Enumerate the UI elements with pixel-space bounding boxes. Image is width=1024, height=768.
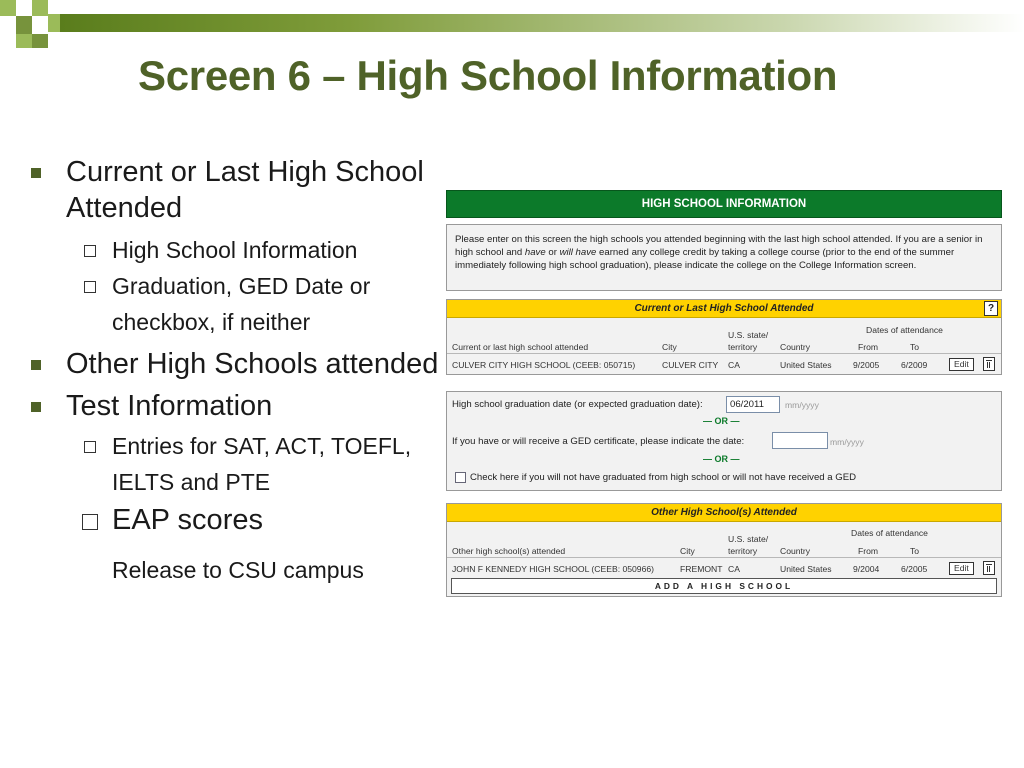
sub-bullet-text: Entries for SAT, ACT, TOEFL, IELTS and PTE [112, 433, 412, 495]
sub-bullet-hs-info [30, 232, 440, 268]
column-header: territory [728, 342, 758, 352]
square-bullet-icon [31, 402, 41, 412]
row-divider [447, 353, 1001, 354]
trash-icon[interactable] [983, 357, 995, 371]
trash-icon[interactable] [983, 561, 995, 575]
cell-city: CULVER CITY [662, 360, 719, 370]
school-table [447, 522, 1001, 578]
form-header: HIGH SCHOOL INFORMATION [446, 190, 1002, 218]
sub-bullet-eap-scores [30, 502, 440, 538]
bullet-current-school [30, 154, 440, 226]
column-header: Current or last high school attended [452, 342, 589, 352]
column-header: To [910, 342, 920, 352]
slide-title: Screen 6 – High School Information [138, 52, 838, 99]
column-header: Dates of attendance [866, 325, 943, 335]
add-high-school-button[interactable]: ADD A HIGH SCHOOL [451, 578, 997, 594]
edit-button[interactable]: Edit [949, 562, 974, 575]
bullet-text: Other High Schools attended [66, 348, 439, 380]
sub-bullet-release [30, 552, 440, 588]
grad-date-input[interactable]: 06/2011 [726, 396, 780, 413]
high-school-form [446, 190, 1002, 597]
ged-date-label: If you have or will receive a GED certificate, please indicate the date: [452, 436, 745, 447]
intro-text-part: or [545, 247, 560, 258]
sub-bullet-text: Graduation, GED Date or checkbox, if neither [112, 273, 371, 335]
intro-emphasis: will have [559, 247, 597, 258]
deco-square [0, 16, 16, 34]
other-schools-panel [446, 503, 1002, 597]
neither-checkbox-label: Check here if you will not have graduated from high school or will not have received a GED [470, 472, 857, 483]
deco-square [48, 14, 60, 32]
cell-to: 6/2009 [901, 360, 928, 370]
sub-bullet-test-entries [30, 428, 440, 500]
column-header: Country [780, 342, 811, 352]
deco-square [48, 0, 60, 14]
intro-text [446, 224, 1002, 291]
intro-text-part: earned any college credit by taking a college course (prior to the end of the summer immediately following high school graduation), please indicate the college on the College Information screen. [455, 247, 955, 271]
deco-square [16, 0, 32, 16]
panel-title: Current or Last High School Attended [634, 303, 814, 314]
cell-school: JOHN F KENNEDY HIGH SCHOOL (CEEB: 050966) [452, 564, 655, 574]
or-divider: — OR — [703, 416, 740, 426]
column-header: Country [780, 546, 811, 556]
column-header: Other high school(s) attended [452, 546, 566, 556]
sub-bullet-text: EAP scores [112, 504, 263, 536]
column-header: City [662, 342, 677, 352]
cell-from: 9/2004 [853, 564, 880, 574]
sub-bullet-text: Release to CSU campus [112, 557, 364, 583]
column-header: territory [728, 546, 758, 556]
deco-square [32, 34, 48, 48]
cell-to: 6/2005 [901, 564, 928, 574]
panel-header [447, 300, 1001, 318]
hollow-square-bullet-icon [84, 245, 96, 257]
deco-square [16, 16, 32, 34]
deco-square [0, 34, 16, 48]
bullet-text: Test Information [66, 390, 273, 422]
sub-bullet-text: High School Information [112, 237, 358, 263]
column-header: City [680, 546, 695, 556]
intro-emphasis: have [524, 247, 546, 258]
panel-header [447, 504, 1001, 522]
school-table [447, 318, 1001, 374]
deco-square [16, 34, 32, 48]
deco-square [32, 0, 48, 16]
neither-checkbox[interactable] [455, 472, 466, 483]
deco-square [32, 16, 48, 34]
cell-city: FREMONT [680, 564, 723, 574]
graduation-panel [446, 391, 1002, 491]
cell-state: CA [728, 564, 740, 574]
column-header: U.S. state/ [728, 534, 769, 544]
hollow-square-bullet-icon [82, 514, 98, 530]
bullet-test-info [30, 388, 440, 424]
bullet-other-schools [30, 346, 440, 382]
cell-country: United States [780, 564, 832, 574]
hollow-square-bullet-icon [84, 281, 96, 293]
column-header: Dates of attendance [851, 528, 928, 538]
square-bullet-icon [31, 168, 41, 178]
bullet-list [30, 154, 440, 588]
column-header: To [910, 546, 920, 556]
cell-from: 9/2005 [853, 360, 880, 370]
intro-text-part: Please enter on this screen the high schools you attended beginning with the last high school attended. If you are a senior in high school and [455, 234, 983, 258]
current-school-panel [446, 299, 1002, 375]
ged-date-hint: mm/yyyy [830, 437, 864, 447]
column-header: From [858, 546, 879, 556]
bullet-text: Current or Last High School Attended [66, 156, 424, 224]
column-header: From [858, 342, 879, 352]
sub-bullet-graduation [30, 268, 440, 340]
row-divider [447, 557, 1001, 558]
grad-date-hint: mm/yyyy [785, 400, 819, 410]
square-bullet-icon [31, 360, 41, 370]
ged-date-input[interactable] [772, 432, 828, 449]
cell-state: CA [728, 360, 740, 370]
or-divider: — OR — [703, 454, 740, 464]
hollow-square-bullet-icon [84, 441, 96, 453]
title-gradient-bar [60, 14, 1024, 32]
cell-school: CULVER CITY HIGH SCHOOL (CEEB: 050715) [452, 360, 636, 370]
deco-square [0, 0, 16, 16]
edit-button[interactable]: Edit [949, 358, 974, 371]
column-header: U.S. state/ [728, 330, 769, 340]
cell-country: United States [780, 360, 832, 370]
help-icon[interactable]: ? [984, 301, 998, 316]
panel-title: Other High School(s) Attended [651, 507, 797, 518]
grad-date-label: High school graduation date (or expected graduation date): [452, 399, 703, 410]
graduation-fields [447, 392, 1001, 490]
